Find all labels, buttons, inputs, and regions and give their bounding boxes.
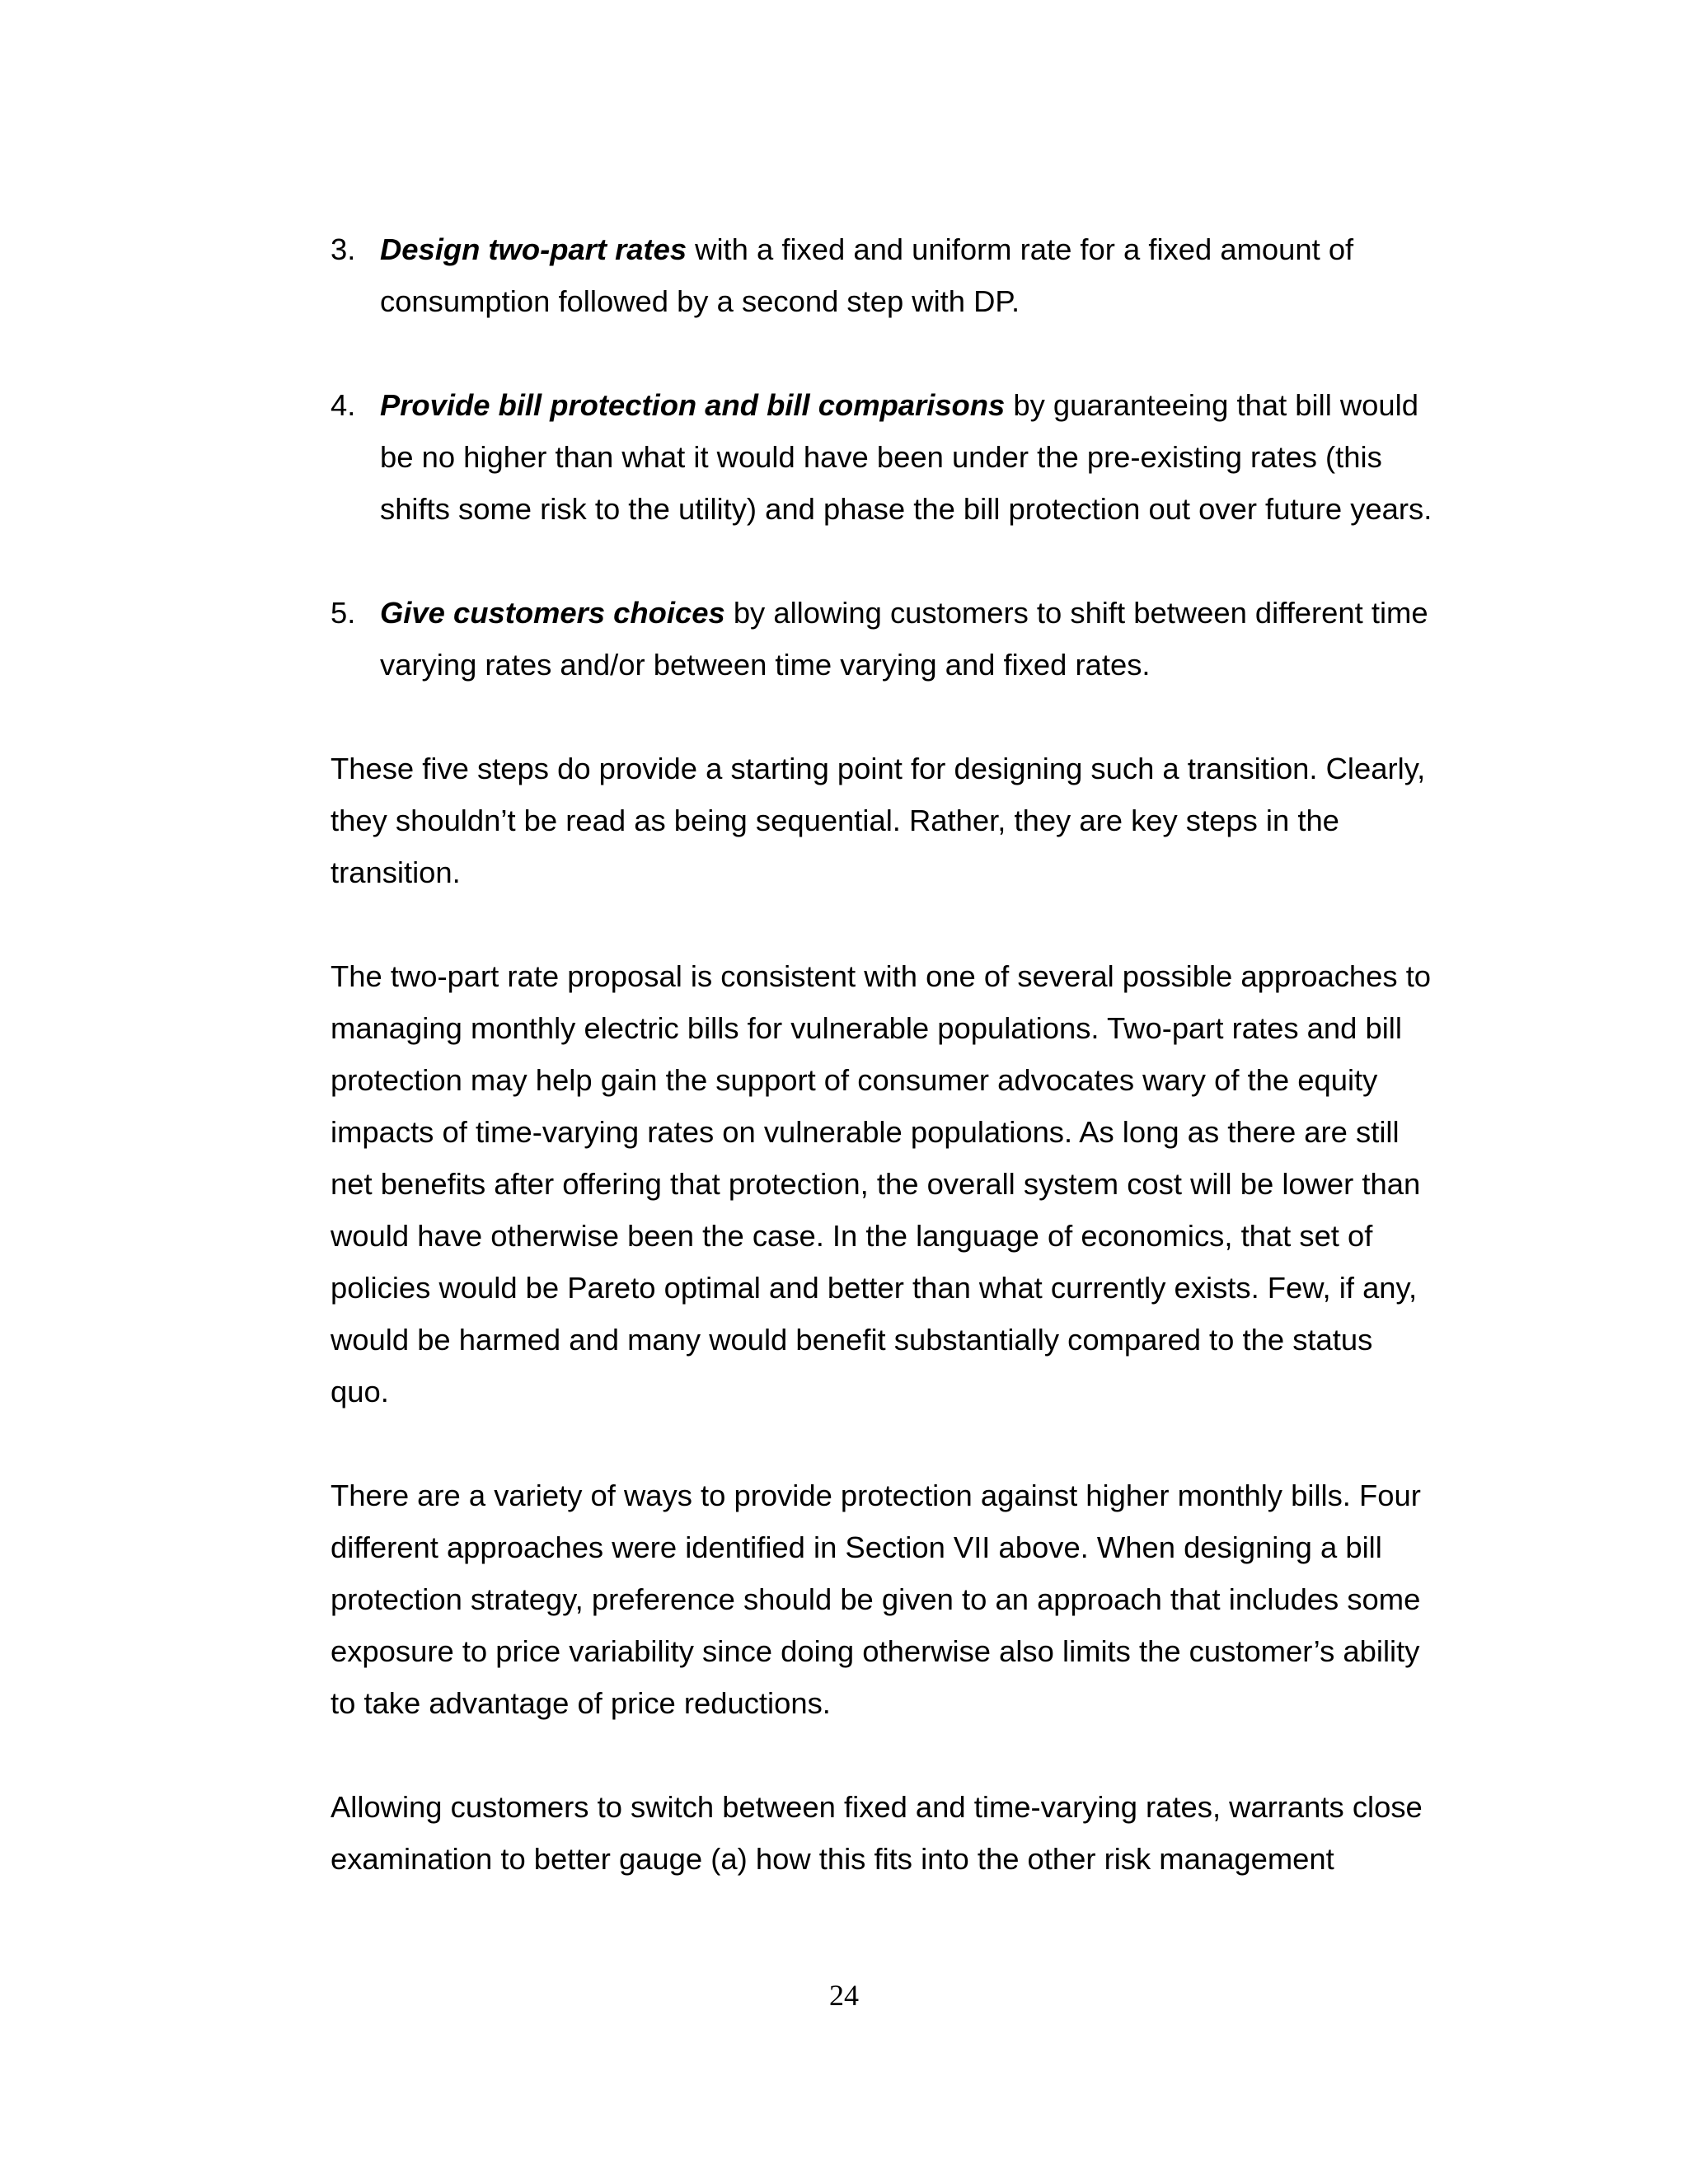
page-number: 24	[829, 1979, 859, 2012]
body-paragraph: There are a variety of ways to provide protection against higher monthly bills. Four different approaches were identified in Section VII above. When designing a bill protection strategy, preference should be given to an approach that includes some exposure to price variability since doing otherwise also limits the customer’s ability to take advantage of price reductions.	[331, 1479, 1421, 1720]
list-item-text: by allowing customers to shift between different time varying rates and/or between time varying and fixed rates.	[380, 596, 1428, 682]
list-item-lead: Design two-part rates	[380, 232, 687, 266]
list-item-text: by guaranteeing that bill would be no higher than what it would have been under the pre-existing rates (this shifts some risk to the utility) and phase the bill protection out over future years.	[380, 388, 1432, 526]
list-item-3	[331, 223, 1435, 327]
list-item-lead: Provide bill protection and bill comparisons	[380, 388, 1006, 422]
body-paragraph: Allowing customers to switch between fixed and time-varying rates, warrants close examination to better gauge (a) how this fits into the other risk management	[331, 1790, 1423, 1876]
list-item-lead: Give customers choices	[380, 596, 725, 630]
list-number: 3.	[331, 232, 356, 266]
list-item-4	[331, 379, 1435, 535]
body-paragraph: The two-part rate proposal is consistent with one of several possible approaches to managing monthly electric bills for vulnerable populations. Two-part rates and bill protection may help gain the support of consumer advocates wary of the equity impacts of time-varying rates on vulnerable populations. As long as there are still net benefits after offering that protection, the overall system cost will be lower than would have otherwise been the case. In the language of economics, that set of policies would be Pareto optimal and better than what currently exists. Few, if any, would be harmed and many would benefit substantially compared to the status quo.	[331, 959, 1432, 1408]
body-paragraph: These five steps do provide a starting point for designing such a transition. Clearly, they shouldn’t be read as being sequential. Rather, they are key steps in the transition.	[331, 752, 1426, 889]
list-item-text: with a fixed and uniform rate for a fixed amount of consumption followed by a second step with DP.	[380, 232, 1354, 318]
list-number: 5.	[331, 596, 356, 630]
list-item-5	[331, 587, 1435, 691]
page-body	[331, 223, 1435, 1937]
list-number: 4.	[331, 388, 356, 422]
